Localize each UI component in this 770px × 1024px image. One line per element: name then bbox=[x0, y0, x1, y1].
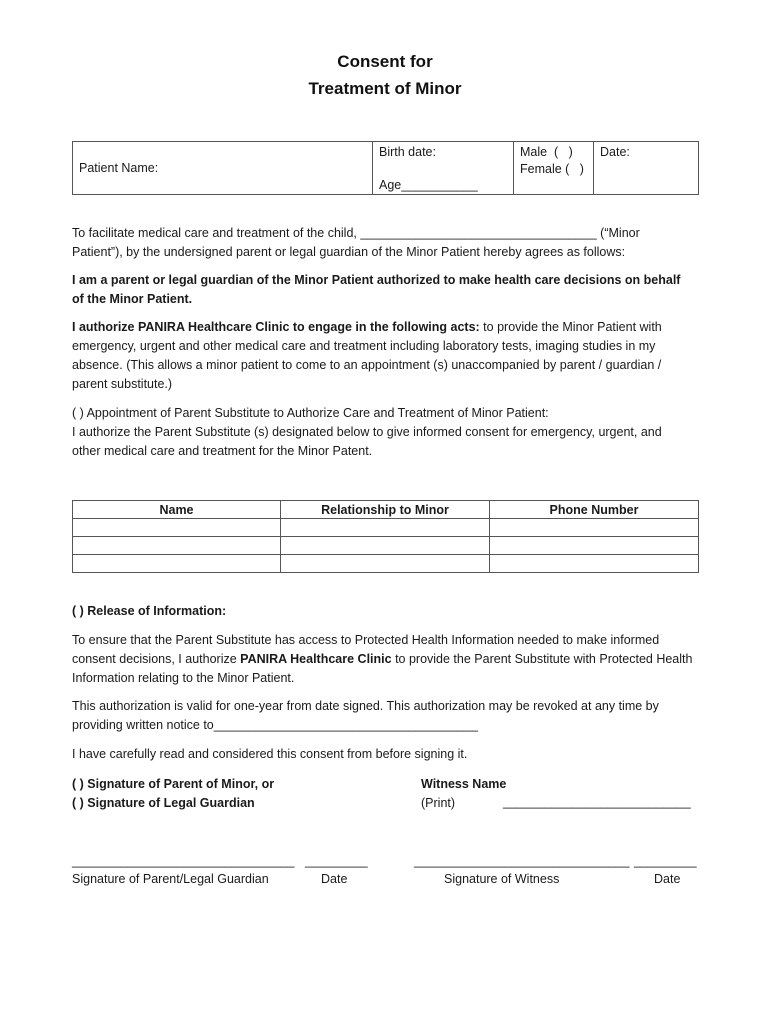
form-title-line2: Treatment of Minor bbox=[308, 79, 462, 98]
intro-line-1: To facilitate medical care and treatment of the child, __________________________________ (“Minor bbox=[72, 226, 640, 240]
parent-signature-label: Signature of Parent/Legal Guardian bbox=[72, 872, 269, 886]
relationship-field[interactable] bbox=[281, 555, 490, 573]
witness-name-field[interactable]: ___________________________ bbox=[503, 795, 691, 809]
release-text-1: To ensure that the Parent Substitute has access to Protected Health Information needed to make informed consent decisions, I authorize bbox=[72, 633, 660, 666]
date-label: Date: bbox=[600, 145, 630, 159]
validity-line-1: This authorization is valid for one-year from date signed. This authorization may be revoked at any time by bbox=[72, 699, 659, 713]
table-row bbox=[73, 555, 699, 573]
release-bold-text: PANIRA Healthcare Clinic bbox=[240, 652, 392, 666]
birth-age-cell[interactable] bbox=[373, 142, 514, 195]
release-heading: ( ) Release of Information: bbox=[72, 604, 227, 618]
patient-name-label: Patient Name: bbox=[79, 160, 159, 175]
release-text-2: to provide the Parent Substitute with Protected Health Information relating to the Minor Patient. bbox=[72, 652, 693, 685]
parent-date-label: Date bbox=[321, 872, 348, 886]
authorize-bold-text: I authorize PANIRA Healthcare Clinic to engage in the following acts: bbox=[72, 320, 480, 334]
release-paragraph bbox=[72, 631, 704, 688]
table-row bbox=[73, 537, 699, 555]
relationship-field[interactable] bbox=[281, 537, 490, 555]
table-row bbox=[73, 519, 699, 537]
read-statement: I have carefully read and considered this consent from before signing it. bbox=[72, 747, 468, 761]
intro-paragraph bbox=[72, 224, 702, 262]
male-checkbox[interactable]: Male ( ) bbox=[520, 145, 573, 159]
sex-cell bbox=[514, 142, 594, 195]
sig-guardian-checkbox[interactable]: ( ) Signature of Legal Guardian bbox=[72, 796, 255, 810]
parent-date-line[interactable]: _________ bbox=[305, 854, 368, 868]
patient-info-table bbox=[72, 141, 699, 195]
validity-line-2: providing written notice to______________________________________ bbox=[72, 718, 478, 732]
phone-field[interactable] bbox=[490, 555, 699, 573]
patient-name-cell[interactable] bbox=[73, 142, 373, 195]
name-field[interactable] bbox=[73, 537, 281, 555]
header-phone: Phone Number bbox=[490, 501, 699, 519]
substitute-line-2: I authorize the Parent Substitute (s) designated below to give informed consent for emergency, urgent, and other medical care and treatment for the Minor Patent. bbox=[72, 425, 662, 458]
parent-signature-line[interactable]: ________________________________ bbox=[72, 854, 295, 868]
sig-parent-checkbox[interactable]: ( ) Signature of Parent of Minor, or bbox=[72, 777, 275, 791]
header-relationship: Relationship to Minor bbox=[281, 501, 490, 519]
age-label: Age___________ bbox=[379, 178, 478, 192]
substitute-paragraph bbox=[72, 404, 682, 461]
name-field[interactable] bbox=[73, 555, 281, 573]
authorize-paragraph bbox=[72, 318, 678, 394]
form-title-line1: Consent for bbox=[337, 52, 433, 71]
witness-signature-label: Signature of Witness bbox=[444, 872, 560, 886]
validity-paragraph bbox=[72, 697, 702, 735]
phone-field[interactable] bbox=[490, 519, 699, 537]
parent-substitute-table bbox=[72, 500, 699, 573]
guardian-statement: I am a parent or legal guardian of the Minor Patient authorized to make health care decisions on behalf of the Minor Patient. bbox=[72, 273, 681, 306]
intro-line-2: Patient”), by the undersigned parent or legal guardian of the Minor Patient hereby agrees as follows: bbox=[72, 245, 626, 259]
header-name: Name bbox=[73, 501, 281, 519]
witness-name-label: Witness Name bbox=[421, 777, 507, 791]
table-header-row bbox=[73, 501, 699, 519]
phone-field[interactable] bbox=[490, 537, 699, 555]
witness-signature-line[interactable]: _______________________________ bbox=[414, 854, 630, 868]
witness-date-label: Date bbox=[654, 872, 681, 886]
birth-date-label: Birth date: bbox=[379, 145, 436, 159]
relationship-field[interactable] bbox=[281, 519, 490, 537]
authorize-text: to provide the Minor Patient with emergency, urgent and other medical care and treatment including laboratory tests, imaging studies in my absence. (This allows a minor patient to come to an appointment (s) unaccompanied by parent / guardian / parent substitute.) bbox=[72, 320, 662, 391]
date-cell[interactable] bbox=[594, 142, 699, 195]
name-field[interactable] bbox=[73, 519, 281, 537]
female-checkbox[interactable]: Female ( ) bbox=[520, 162, 584, 176]
witness-print-label: (Print) bbox=[421, 796, 456, 810]
substitute-line-1: ( ) Appointment of Parent Substitute to Authorize Care and Treatment of Minor Patient: bbox=[72, 406, 549, 420]
witness-date-line[interactable]: _________ bbox=[634, 854, 697, 868]
